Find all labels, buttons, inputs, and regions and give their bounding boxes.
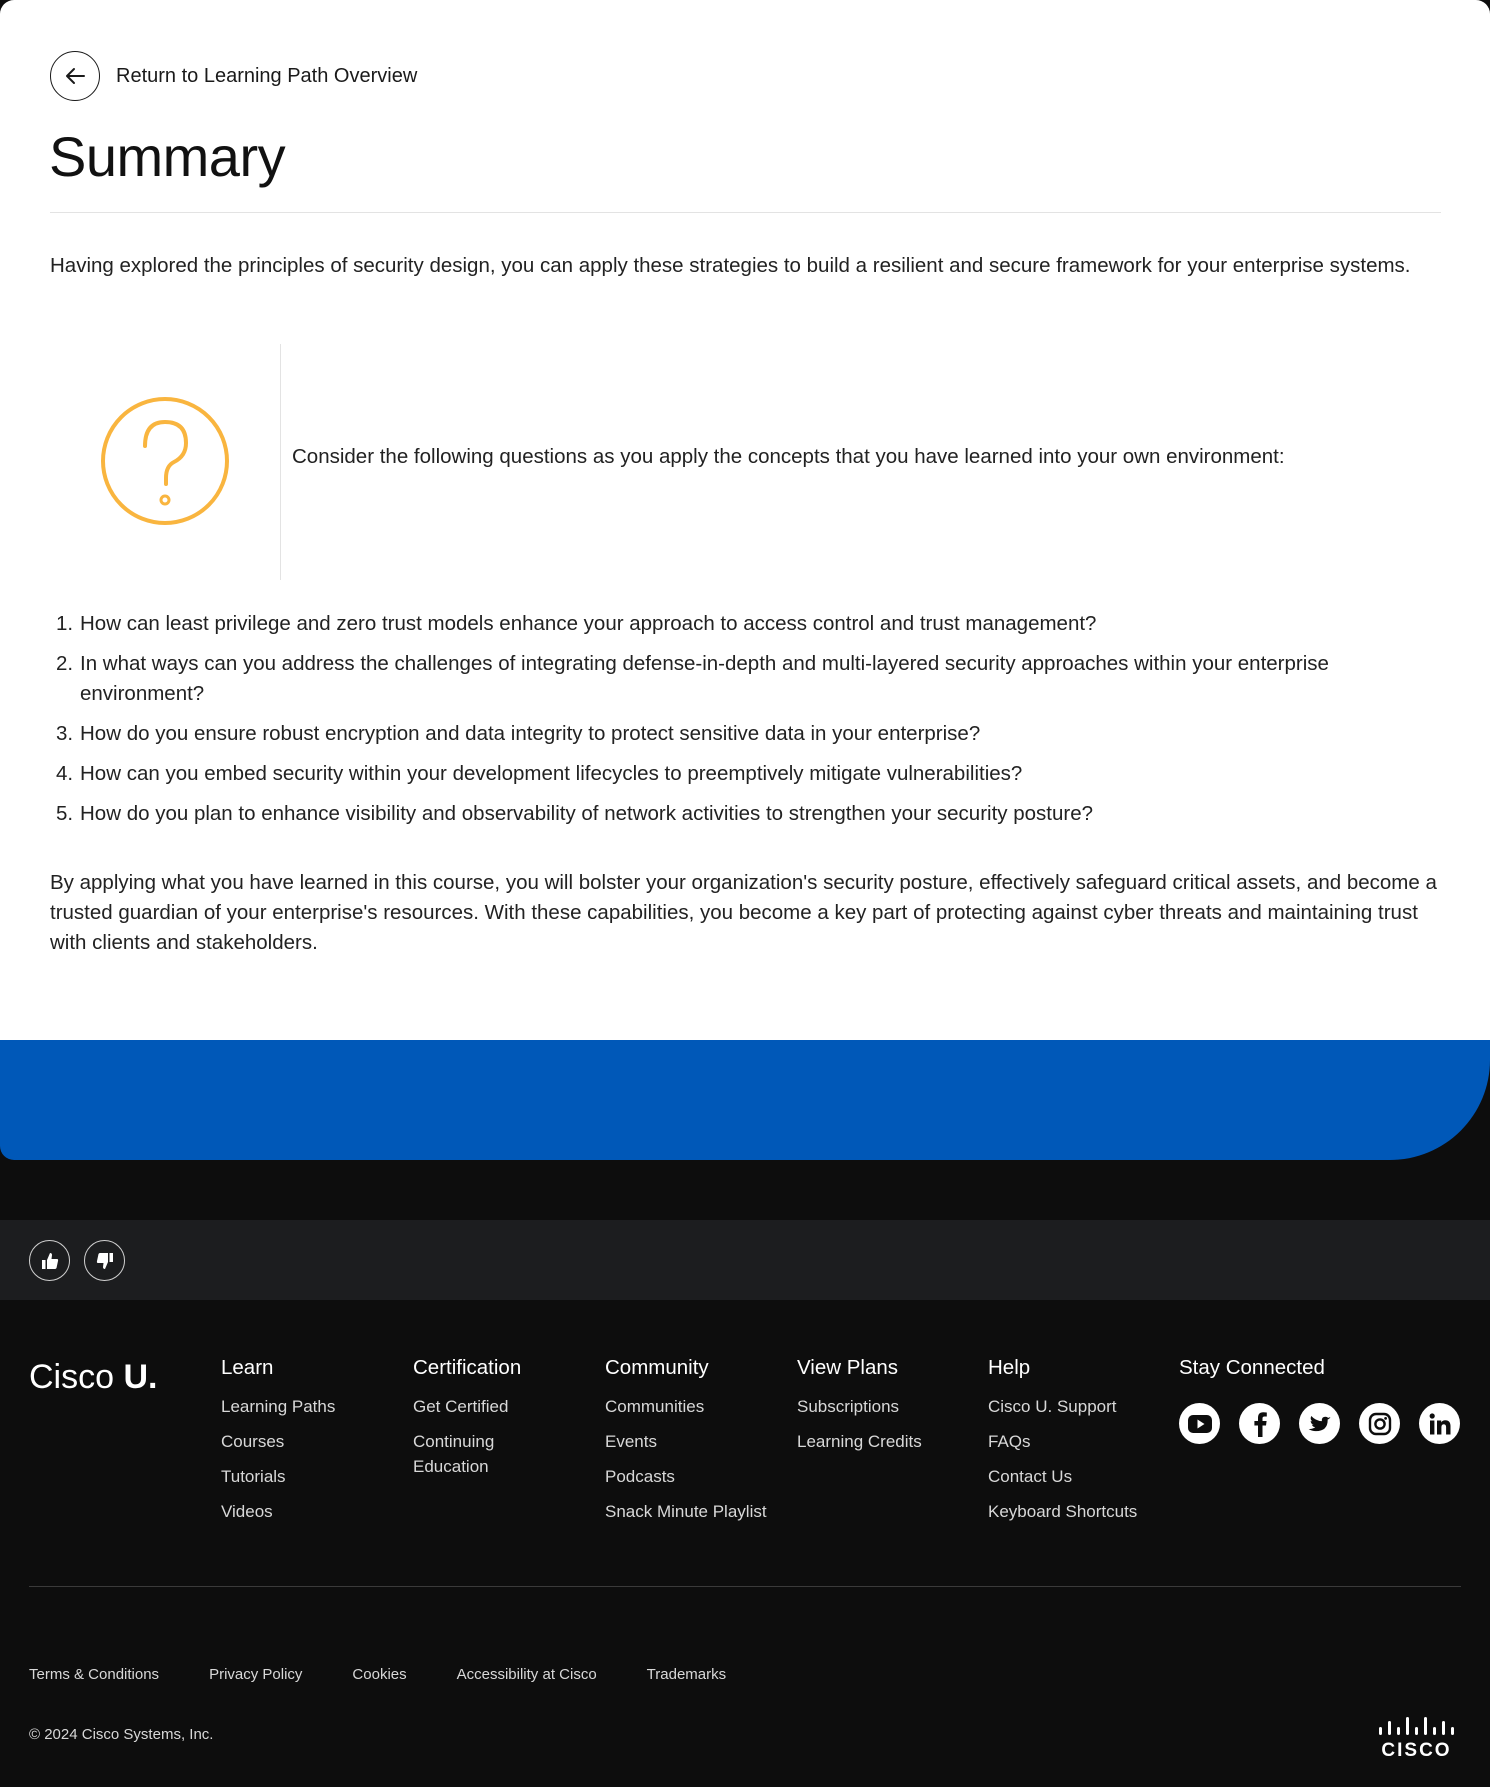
callout-divider xyxy=(280,344,281,580)
cisco-u-logo[interactable] xyxy=(29,1358,157,1397)
accent-band xyxy=(0,1020,1490,1160)
closing-paragraph: By applying what you have learned in this course, you will bolster your organization's security posture, effectively safeguard critical assets, and become a trusted guardian of your enterprise's resources. With these capabilities, you become a key part of protecting against cyber threats and maintaining trust with clients and stakeholders. xyxy=(50,871,1437,954)
thumbs-up-icon xyxy=(40,1251,60,1271)
legal-links xyxy=(29,1666,776,1683)
page-title: Summary xyxy=(49,125,286,188)
list-item xyxy=(50,719,1430,749)
brand-bold: U. xyxy=(123,1358,158,1396)
footer-link[interactable]: Keyboard Shortcuts xyxy=(988,1502,1138,1521)
footer-link[interactable]: Learning Paths xyxy=(221,1397,336,1416)
list-item-number: 4. xyxy=(56,762,74,785)
footer-column-learn xyxy=(221,1356,401,1534)
footer-link[interactable]: Events xyxy=(605,1432,657,1451)
list-item xyxy=(50,649,1430,709)
footer-link[interactable]: Contact Us xyxy=(988,1467,1073,1486)
thumbs-down-icon xyxy=(95,1251,115,1271)
list-item-text: How can you embed security within your development lifecycles to preemptively mitigate vulnerabilities? xyxy=(80,762,1023,785)
reflection-questions xyxy=(50,609,1430,839)
footer-link[interactable]: Continuing Education xyxy=(413,1432,495,1476)
footer-column-title: Help xyxy=(988,1356,1031,1379)
footer-link[interactable]: Cisco U. Support xyxy=(988,1397,1117,1416)
footer-link[interactable]: Get Certified xyxy=(413,1397,509,1416)
return-link-label[interactable]: Return to Learning Path Overview xyxy=(116,64,418,87)
callout-text: Consider the following questions as you apply the concepts that you have learned into your own environment: xyxy=(292,445,1285,468)
cisco-logo[interactable] xyxy=(1378,1716,1458,1760)
footer-link[interactable]: Communities xyxy=(605,1397,705,1416)
footer-column-view-plans xyxy=(797,1356,977,1464)
list-item-number: 5. xyxy=(56,802,74,825)
linkedin-icon[interactable] xyxy=(1419,1403,1460,1444)
footer-column-community xyxy=(605,1356,785,1534)
footer-link[interactable]: Podcasts xyxy=(605,1467,675,1486)
reflection-callout xyxy=(50,344,1441,580)
list-item-number: 3. xyxy=(56,722,74,745)
list-item xyxy=(50,609,1430,639)
list-item xyxy=(50,759,1430,789)
brand-light: Cisco xyxy=(29,1358,115,1396)
footer-link[interactable]: Snack Minute Playlist xyxy=(605,1502,767,1521)
legal-link-trademarks[interactable]: Trademarks xyxy=(646,1666,727,1683)
list-item-text: How can least privilege and zero trust models enhance your approach to access control and trust management? xyxy=(80,612,1097,635)
list-item-text: How do you plan to enhance visibility and observability of network activities to strengthen your security posture? xyxy=(80,802,1094,825)
youtube-icon[interactable] xyxy=(1179,1403,1220,1444)
legal-link-privacy[interactable]: Privacy Policy xyxy=(209,1666,303,1683)
list-item-number: 2. xyxy=(56,652,74,675)
footer-link[interactable]: Subscriptions xyxy=(797,1397,900,1416)
twitter-icon[interactable] xyxy=(1299,1403,1340,1444)
feedback-bar xyxy=(0,1220,1490,1300)
dislike-button[interactable] xyxy=(84,1240,125,1281)
footer-column-stay-connected xyxy=(1179,1356,1379,1394)
footer-column-title: Certification xyxy=(413,1356,522,1379)
list-item-text: How do you ensure robust encryption and data integrity to protect sensitive data in your enterprise? xyxy=(80,722,981,745)
footer-column-title: View Plans xyxy=(797,1356,899,1379)
footer-divider xyxy=(29,1586,1461,1587)
footer-link[interactable]: Courses xyxy=(221,1432,285,1451)
return-to-overview-link[interactable] xyxy=(50,51,417,101)
site-footer xyxy=(0,1300,1490,1787)
intro-paragraph: Having explored the principles of security design, you can apply these strategies to build a resilient and secure framework for your enterprise systems. xyxy=(50,254,1411,277)
legal-link-cookies[interactable]: Cookies xyxy=(352,1666,407,1683)
footer-link[interactable]: FAQs xyxy=(988,1432,1031,1451)
list-item-text: In what ways can you address the challenges of integrating defense-in-depth and multi-layered security approaches within your enterprise environment? xyxy=(80,652,1329,705)
copyright-text: © 2024 Cisco Systems, Inc. xyxy=(29,1726,214,1743)
footer-column-title: Community xyxy=(605,1356,709,1379)
legal-link-terms[interactable]: Terms & Conditions xyxy=(29,1666,160,1683)
list-item-number: 1. xyxy=(56,612,74,635)
social-links xyxy=(1179,1403,1460,1444)
list-item xyxy=(50,799,1430,829)
cisco-logo-wordmark: CISCO xyxy=(1381,1740,1452,1760)
instagram-icon[interactable] xyxy=(1359,1403,1400,1444)
like-button[interactable] xyxy=(29,1240,70,1281)
back-arrow-icon[interactable] xyxy=(50,51,100,101)
question-circle-icon xyxy=(100,396,230,526)
footer-column-certification xyxy=(413,1356,523,1489)
footer-column-title: Stay Connected xyxy=(1179,1356,1325,1379)
title-divider xyxy=(50,212,1441,213)
footer-column-title: Learn xyxy=(221,1356,274,1379)
facebook-icon[interactable] xyxy=(1239,1403,1280,1444)
footer-link[interactable]: Videos xyxy=(221,1502,273,1521)
footer-link[interactable]: Learning Credits xyxy=(797,1432,922,1451)
footer-column-help xyxy=(988,1356,1168,1534)
footer-link[interactable]: Tutorials xyxy=(221,1467,286,1486)
legal-link-accessibility[interactable]: Accessibility at Cisco xyxy=(456,1666,597,1683)
